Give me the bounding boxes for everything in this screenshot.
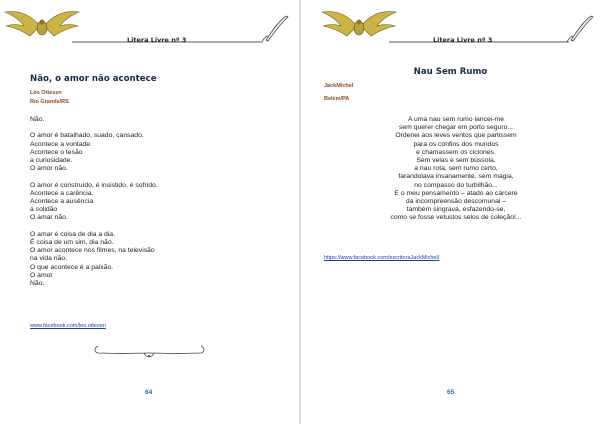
- poem-line: como se fosse vetustos selos de coleção!...: [390, 214, 522, 222]
- author-place: Rio Grande/RS: [30, 99, 69, 105]
- quill-pen-icon: [567, 16, 593, 42]
- page-header: [301, 6, 600, 46]
- author-name: Léo Ottesen: [30, 90, 62, 96]
- poem-line: O amor não.: [30, 165, 68, 173]
- poem-line: Acontece a ausência: [30, 198, 94, 205]
- poem-title: Não, o amor não acontece: [30, 74, 157, 84]
- poem-line: O amor é batalhado, suado, cansado.: [30, 132, 144, 140]
- author-facebook-link[interactable]: https://www.facebook.com/escritoraJackMichel/: [324, 255, 440, 261]
- poem-line: Acontece a vontade.: [30, 140, 92, 148]
- poem-line: farandolava insanamente, sem magia,: [398, 173, 514, 181]
- magazine-name: Litera Livre nº 3: [127, 36, 187, 44]
- flourish-divider-icon: [92, 342, 207, 360]
- poem-line: Acontece a carência.: [30, 189, 94, 197]
- poem-line: E o meu pensamento – atado ao cárcere: [394, 189, 518, 197]
- poem-line: para os confins dos mundos: [413, 140, 499, 148]
- poem-line: O amor acontece nos filmes, na televisão: [30, 247, 155, 255]
- author-facebook-link[interactable]: www.facebook.com/leo.ottesen: [30, 323, 106, 329]
- poem-title: Nau Sem Rumo: [413, 67, 488, 77]
- magazine-name: Litera Livre nº 3: [433, 36, 493, 44]
- poem-text: [324, 116, 588, 223]
- left-page: [0, 0, 299, 424]
- poem-line: da incompreensão descomunal –: [405, 198, 507, 206]
- poem-line: O que acontece é a paixão.: [30, 263, 114, 271]
- winged-emblem-icon: [322, 12, 396, 36]
- poem-line: e chamassem os ciclones.: [416, 148, 496, 156]
- poem-line: a curiosidade.: [30, 157, 73, 164]
- stanza-break: [30, 173, 158, 181]
- poem-line: O amor: [30, 271, 53, 279]
- poem-line: a solidão: [30, 206, 58, 214]
- stanza-break: [30, 124, 158, 132]
- poem-line: É coisa de um sim, dia não.: [30, 239, 114, 246]
- page-header: [0, 6, 299, 46]
- poem-line: também singrava, esfazendo-se,: [406, 206, 506, 214]
- winged-emblem-icon: [5, 12, 79, 36]
- poem-line: Ordenei aos leves ventos que partissem: [395, 132, 517, 140]
- poem-line: Não.: [30, 280, 45, 288]
- stanza-break: [30, 223, 158, 231]
- poem-line: Acontece o tesão: [30, 148, 83, 156]
- poem-line: sem querer chegar em porto seguro...: [398, 124, 514, 132]
- author-place: Belém/PA: [324, 96, 350, 102]
- author-name: JackMichel: [324, 83, 354, 89]
- poem-line: Não.: [30, 116, 45, 123]
- right-page: [301, 0, 600, 424]
- poem-line: a nau rota, sem rumo certo,: [414, 165, 498, 173]
- poem-line: na vida não.: [30, 255, 68, 263]
- poem-text: [30, 116, 158, 288]
- poem-line: A uma nau sem rumo lancei-me: [408, 116, 504, 123]
- page-number: 64: [145, 389, 153, 396]
- poem-line: O amor é construído, é insistido, é sofrido.: [30, 181, 158, 189]
- quill-pen-icon: [262, 16, 288, 42]
- poem-line: Sem velas e sem bússola,: [416, 157, 496, 165]
- poem-line: no compasso do turbilhão...: [414, 181, 498, 189]
- page-number: 65: [447, 389, 455, 396]
- poem-line: O amar é coisa de dia a dia.: [30, 230, 116, 238]
- poem-line: O amar não.: [30, 214, 68, 222]
